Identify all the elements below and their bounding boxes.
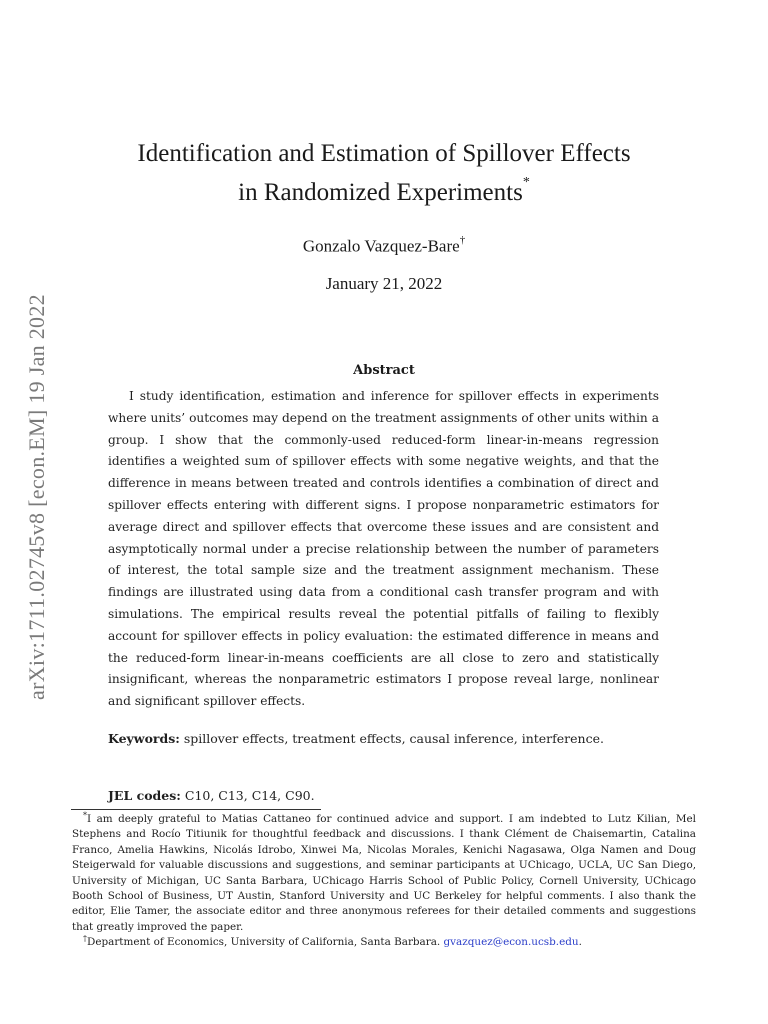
footnote2-text: Department of Economics, University of California, Santa Barbara. <box>87 936 441 948</box>
footnote1-mark: * <box>83 811 87 820</box>
title-line1-text: Identification and Estimation of Spillover Effects <box>137 140 631 167</box>
title-footnote-mark: * <box>522 175 530 190</box>
footnote-affiliation <box>72 935 696 950</box>
author-name: Gonzalo Vazquez-Bare <box>302 236 460 256</box>
author-line <box>0 236 768 257</box>
abstract-heading: Abstract <box>353 363 415 378</box>
footnote-divider <box>71 809 321 810</box>
keywords-line <box>108 731 668 746</box>
author-footnote-mark: † <box>459 234 466 246</box>
title-line2-text: in Randomized Experiments <box>238 179 523 206</box>
footnote1-text: I am deeply grateful to Matias Cattaneo for continued advice and support. I am indebted to Lutz Kilian, Mel Stephens and Rocío Titiunik for thoughtful feedback and discussions. I thank Clément de Chaisemartin, Catalina Franco, Amelia Hawkins, Nicolás Idrobo, Xinwei Ma, Nicolas Morales, Kenichi Nagasawa, Olga Namen and Doug Steigerwald for valuable discussions and suggestions, and seminar participants at UChicago, UCLA, UC San Diego, University of Michigan, UC Santa Barbara, UChicago Harris School of Public Policy, Cornell University, UChicago Booth School of Business, UT Austin, Stanford University and UC Berkeley for helpful comments. I also thank the editor, Elie Tamer, the associate editor and three anonymous referees for their detailed comments and suggestions that greatly improved the paper. <box>72 813 696 933</box>
footnote-acknowledgments <box>72 812 696 935</box>
author-email-link[interactable]: gvazquez@econ.ucsb.edu <box>443 936 579 948</box>
paper-title-line1 <box>0 141 768 166</box>
jel-text: C10, C13, C14, C90. <box>184 788 315 803</box>
footnote2-end: . <box>578 936 582 948</box>
abstract-text: I study identification, estimation and inference for spillover effects in experiments where units’ outcomes may depend on the treatment assignments of other units within a group. I show that the commonly-used reduced-form linear-in-means regression identifies a weighted sum of spillover effects with some negative weights, and that the difference in means between treated and controls identifies a combination of direct and spillover effects entering with different signs. I propose nonparametric estimators for average direct and spillover effects that overcome these issues and are consistent and asymptotically normal under a precise relationship between the number of parameters of interest, the total sample size and the treatment assignment mechanism. These findings are illustrated using data from a conditional cash transfer program and with simulations. The empirical results reveal the potential pitfalls of failing to flexibly account for spillover effects in policy evaluation: the estimated difference in means and the reduced-form linear-in-means coefficients are all close to zero and statistically insignificant, whereas the nonparametric estimators I propose reveal large, nonlinear and significant spillover effects. <box>108 389 659 709</box>
footnote2-mark: † <box>83 934 87 943</box>
paper-title-line2 <box>0 175 768 206</box>
jel-codes-line <box>108 788 668 803</box>
jel-label: JEL codes: <box>108 788 181 803</box>
keywords-text: spillover effects, treatment effects, causal inference, interference. <box>183 731 604 746</box>
arxiv-identifier-stamp: arXiv:1711.02745v8 [econ.EM] 19 Jan 2022 <box>24 294 49 700</box>
keywords-label: Keywords: <box>108 731 180 746</box>
paper-date: January 21, 2022 <box>325 274 443 293</box>
